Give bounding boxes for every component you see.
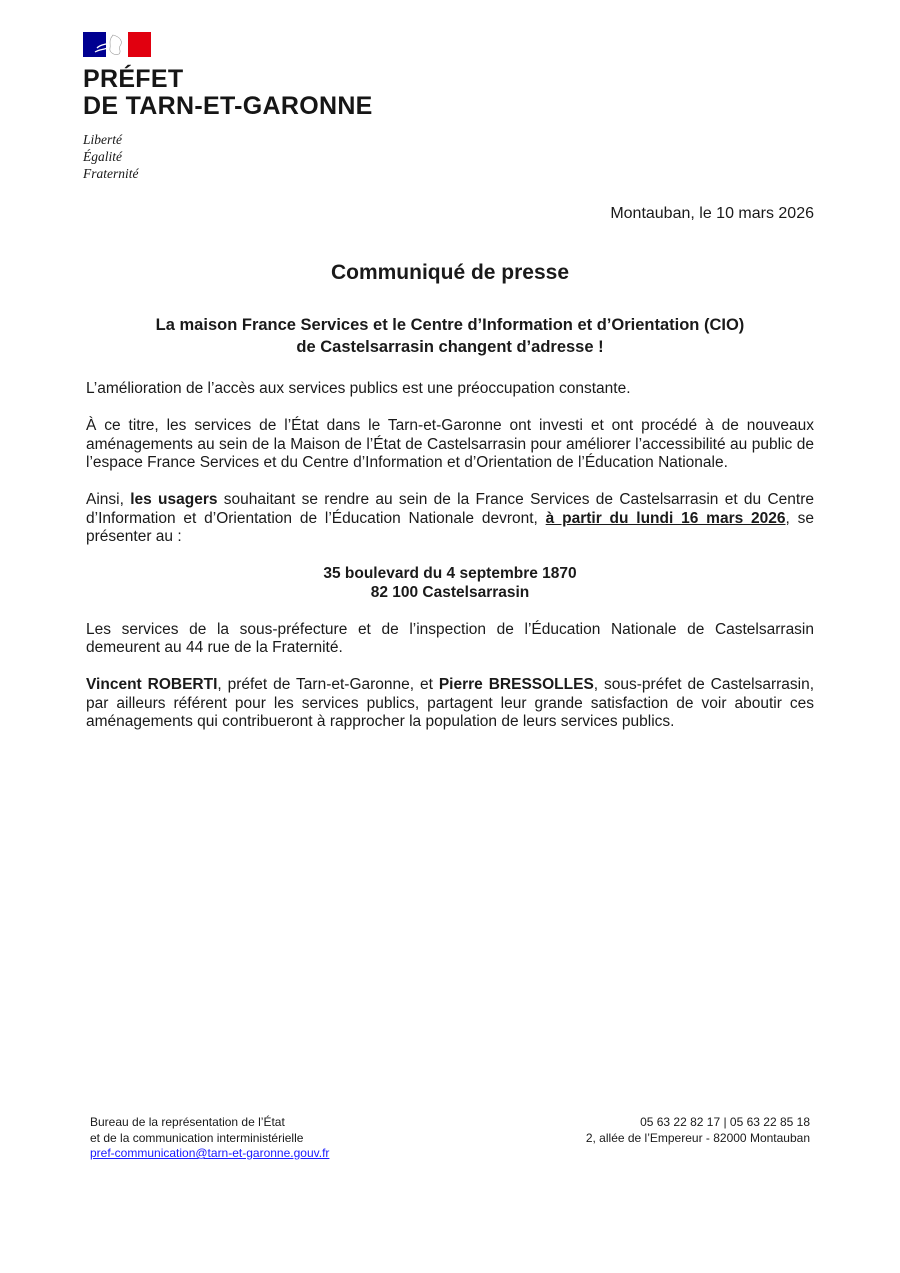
page-title: Communiqué de presse	[330, 261, 570, 284]
email-link[interactable]: pref-communication@tarn-et-garonne.gouv.fr	[90, 1146, 330, 1160]
footer-contact-office: Bureau de la représentation de l’État et de la communication interministérielle pref-communication@tarn-et-garonne.gouv.fr	[90, 1115, 330, 1160]
prefecture-logo	[83, 32, 373, 182]
phone-numbers: 05 63 22 82 17 | 05 63 22 85 18	[640, 1115, 810, 1129]
highlight-date: à partir du lundi 16 mars 2026	[545, 509, 786, 527]
official-name-sous-prefet: Pierre BRESSOLLES	[438, 676, 594, 693]
press-release-body	[86, 380, 814, 750]
postal-address: 2, allée de l’Empereur - 82000 Montauban	[585, 1130, 810, 1145]
paragraph-users: Ainsi, les usagers souhaitant se rendre au sein de la France Services de Castelsarrasin et du Centre d’Information et d’Orientation de l’Éducation Nationale devront, à partir du lundi 16 mars 2026, se présenter au :	[86, 491, 815, 545]
highlight-users: les usagers	[130, 491, 218, 508]
paragraph-officials: Vincent ROBERTI, préfet de Tarn-et-Garonne, et Pierre BRESSOLLES, sous-préfet de Castelsarrasin, par ailleurs référent pour les services publics, partagent leur grande satisfaction de voir aboutir ces aménagements qui contribueront à rapprocher la population de leurs services publics.	[86, 676, 815, 730]
press-release-subtitle: La maison France Services et le Centre d’Information et d’Orientation (CIO) de Castelsarrasin changent d’adresse !	[155, 316, 745, 356]
paragraph-context: À ce titre, les services de l’État dans le Tarn-et-Garonne ont investi et ont procédé à de nouveaux aménagements au sein de la Maison de l’État de Castelsarrasin pour améliorer l’accessibilité au public de l’espace France Services et du Centre d’Information et d’Orientation de l’Éducation Nationale.	[86, 417, 814, 471]
prefecture-name: PRÉFET DE TARN-ET-GARONNE	[83, 65, 373, 120]
footer-contact-details	[586, 1115, 810, 1146]
document-date: Montauban, le 10 mars 2026	[610, 205, 814, 222]
marianne-flag-icon	[83, 32, 151, 57]
new-address: 35 boulevard du 4 septembre 1870 82 100 Castelsarrasin	[323, 565, 577, 601]
paragraph-subprefecture: Les services de la sous-préfecture et de l’inspection de l’Éducation Nationale de Castelsarrasin demeurent au 44 rue de la Fraternité.	[86, 620, 814, 656]
paragraph-intro: L’amélioration de l’accès aux services publics est une préoccupation constante.	[86, 380, 631, 397]
official-name-prefet: Vincent ROBERTI	[86, 676, 218, 693]
republic-motto: Liberté Égalité Fraternité	[83, 132, 139, 181]
